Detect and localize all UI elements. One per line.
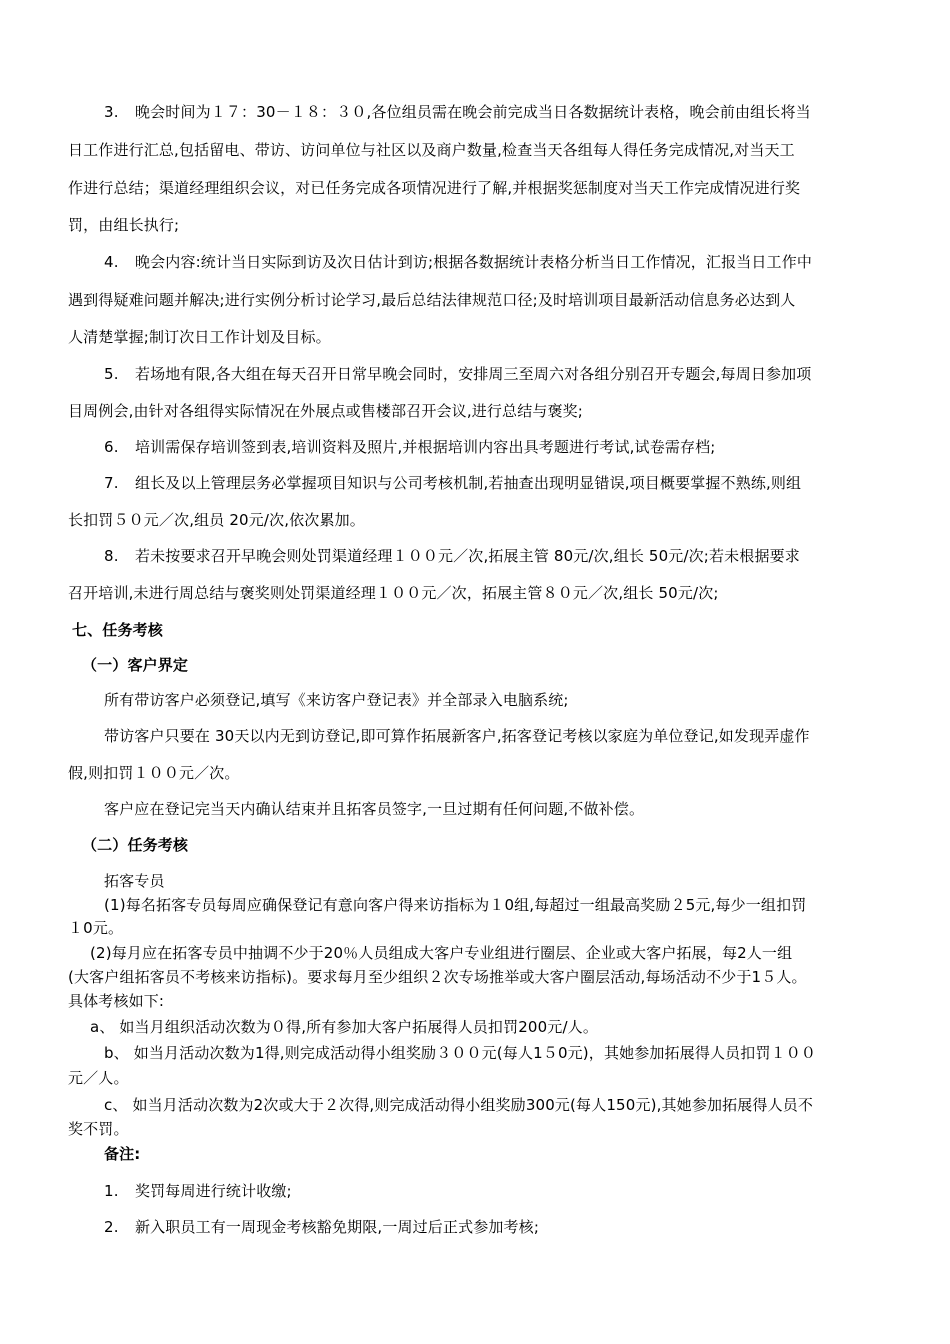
item-3-line-2: 日工作进行汇总,包括留电、带访、访问单位与社区以及商户数量,检查当天各组每人得任务完成情况,对当天工 [68, 141, 795, 159]
item-7-line-2: 长扣罚５０元／次,组员 20元/次,依次累加。 [68, 511, 365, 529]
item-3-line-4: 罚，由组长执行; [68, 216, 180, 234]
rule-a-line-1: a、 如当月组织活动次数为０得,所有参加大客户拓展得人员扣罚200元/人。 [90, 1018, 598, 1036]
item-4-number: 4. [104, 253, 119, 271]
rule-b-line-2: 元／人。 [68, 1069, 129, 1087]
item-8-line-1: 若未按要求召开早晚会则处罚渠道经理１００元／次,拓展主管 80元/次,组长 50元/次;若未根据要求 [135, 547, 800, 565]
note-2-number: 2. [104, 1218, 119, 1236]
note-1-number: 1. [104, 1182, 119, 1200]
item-6-line-1: 培训需保存培训签到表,培训资料及照片,并根据培训内容出具考题进行考试,试卷需存档; [135, 438, 716, 456]
item-3-line-3: 作进行总结；渠道经理组织会议，对已任务完成各项情况进行了解,并根据奖惩制度对当天工作完成情况进行奖 [68, 179, 801, 197]
subsection-1-paragraph-3: 客户应在登记完当天内确认结束并且拓客员签字,一旦过期有任何问题,不做补偿。 [104, 800, 645, 818]
rule-1-line-2: １0元。 [68, 919, 124, 937]
section-7-heading: 七、任务考核 [72, 621, 163, 639]
item-4-line-2: 遇到得疑难问题并解决;进行实例分析讨论学习,最后总结法律规范口径;及时培训项目最新活动信息务必达到人 [68, 291, 796, 309]
rule-b-line-1: b、 如当月活动次数为1得,则完成活动得小组奖励３００元(每人1５0元)，其她参加拓展得人员扣罚１００ [104, 1044, 817, 1062]
item-4-line-1: 晚会内容:统计当日实际到访及次日估计到访;根据各数据统计表格分析当日工作情况，汇报当日工作中 [135, 253, 813, 271]
rule-2-line-2: (大客户组拓客员不考核来访指标)。要求每月至少组织２次专场推举或大客户圈层活动,每场活动不少于1５人。 [68, 968, 807, 986]
rule-1-line-1: (1)每名拓客专员每周应确保登记有意向客户得来访指标为１0组,每超过一组最高奖励２5元,每少一组扣罚 [104, 896, 807, 914]
subsection-2-heading: （二）任务考核 [82, 836, 189, 854]
item-3-line-1: 晚会时间为１７：30－１８：３０,各位组员需在晚会前完成当日各数据统计表格，晚会前由组长将当 [135, 103, 811, 121]
role-title: 拓客专员 [104, 872, 165, 890]
item-7-number: 7. [104, 474, 119, 492]
item-8-line-2: 召开培训,未进行周总结与褒奖则处罚渠道经理１００元／次，拓展主管８０元／次,组长 50元/次; [68, 584, 719, 602]
subsection-1-paragraph-1: 所有带访客户必须登记,填写《来访客户登记表》并全部录入电脑系统; [104, 691, 569, 709]
item-5-line-2: 目周例会,由针对各组得实际情况在外展点或售楼部召开会议,进行总结与褒奖; [68, 402, 583, 420]
subsection-1-paragraph-2-line-2: 假,则扣罚１００元／次。 [68, 764, 240, 782]
item-5-number: 5. [104, 365, 119, 383]
item-7-line-1: 组长及以上管理层务必掌握项目知识与公司考核机制,若抽查出现明显错误,项目概要掌握不熟练,则组 [135, 474, 802, 492]
notes-heading: 备注: [104, 1145, 141, 1163]
subsection-1-heading: （一）客户界定 [82, 656, 189, 674]
note-1-text: 奖罚每周进行统计收缴; [135, 1182, 292, 1200]
rule-2-line-1: (2)每月应在拓客专员中抽调不少于20％人员组成大客户专业组进行圈层、企业或大客户拓展，每2人一组 [90, 944, 793, 962]
rule-2-line-3: 具体考核如下: [68, 992, 165, 1010]
item-5-line-1: 若场地有限,各大组在每天召开日常早晚会同时，安排周三至周六对各组分别召开专题会,每周日参加项 [135, 365, 812, 383]
rule-c-line-2: 奖不罚。 [68, 1120, 129, 1138]
item-3-number: 3. [104, 103, 119, 121]
rule-c-line-1: c、 如当月活动次数为2次或大于２次得,则完成活动得小组奖励300元(每人150元),其她参加拓展得人员不 [104, 1096, 814, 1114]
item-4-line-3: 人清楚掌握;制订次日工作计划及目标。 [68, 328, 331, 346]
note-2-text: 新入职员工有一周现金考核豁免期限,一周过后正式参加考核; [135, 1218, 540, 1236]
item-6-number: 6. [104, 438, 119, 456]
subsection-1-paragraph-2-line-1: 带访客户只要在 30天以内无到访登记,即可算作拓展新客户,拓客登记考核以家庭为单位登记,如发现弄虚作 [104, 727, 810, 745]
item-8-number: 8. [104, 547, 119, 565]
